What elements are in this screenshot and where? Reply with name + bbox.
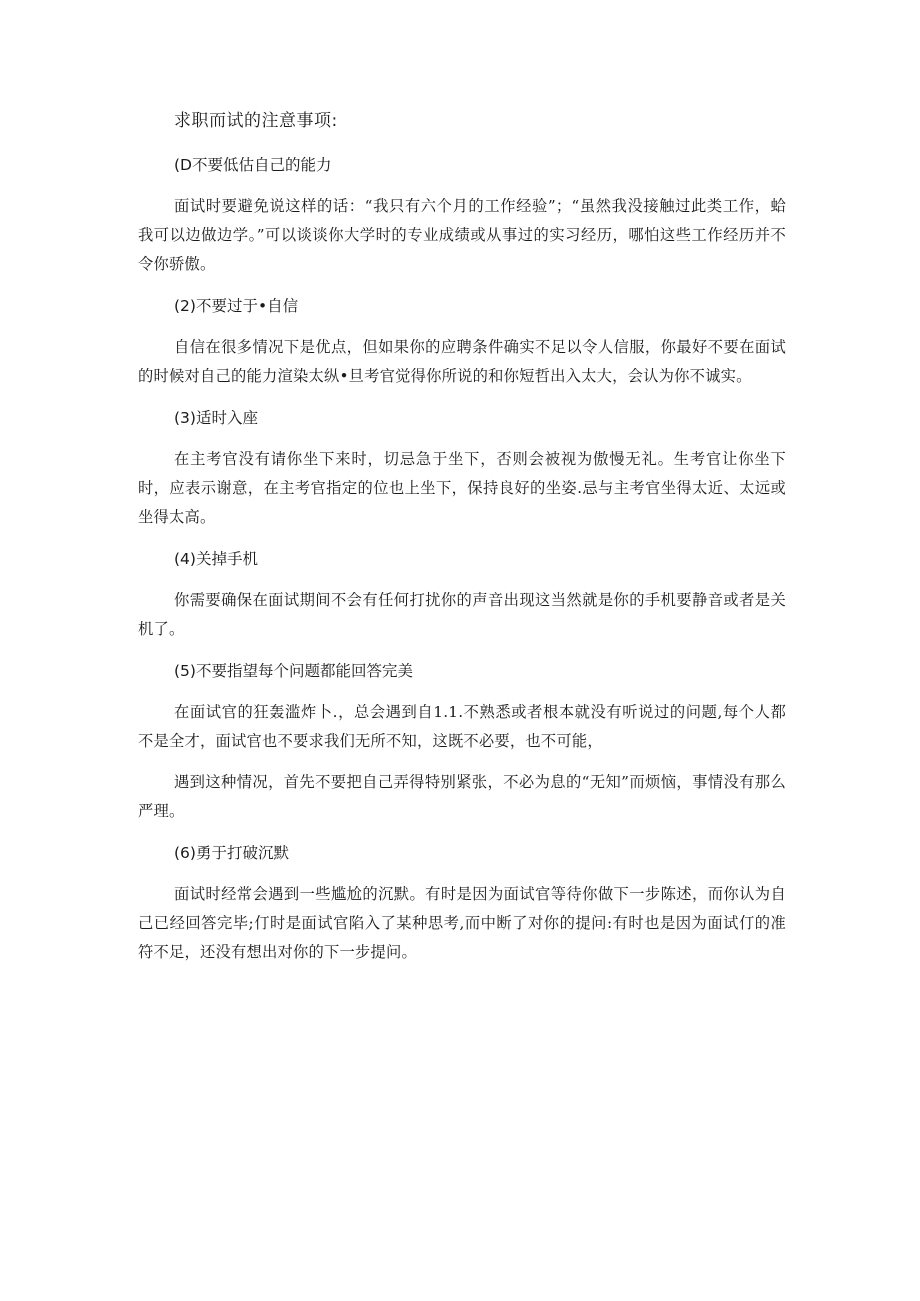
section-heading: (3)适时入座 — [174, 409, 258, 427]
paragraph: 面试时经常会遇到一些尴尬的沉默。有时是因为面试官等待你做下一步陈述，而你认为自己已经回答完毕;仃时是面试官陷入了某种思考,而中断了对你的提问:有时也是因为面试仃的准符不足，还没有想出对你的下一步提问。 — [138, 885, 786, 961]
section-heading: (2)不要过于•自信 — [174, 297, 299, 315]
section-6 — [138, 838, 786, 967]
section-2 — [138, 291, 786, 391]
section-heading: (4)关掉手机 — [174, 550, 258, 568]
document-title: 求职而试的注意事项: — [174, 111, 338, 131]
paragraph: 在面试官的狂轰滥炸卜.，总会遇到自1.1.不熟悉或者根本就没有听说过的问题,每个人都不是全才，面试官也不要求我们无所不知，这既不必要，也不可能， — [138, 703, 786, 750]
section-heading: (5)不要指望每个问题都能回答完美 — [174, 662, 413, 680]
section-4 — [138, 544, 786, 644]
section-heading: (D不要低估自己的能力 — [174, 156, 332, 174]
section-1 — [138, 150, 786, 279]
paragraph: 遇到这种情况，首先不要把自己弄得特别紧张，不必为息的“无知”而烦恼，事情没有那么严理。 — [138, 773, 786, 820]
paragraph: 在主考官没有请你坐下来时，切忌急于坐下，否则会被视为傲慢无礼。生考官让你坐下时，应表示谢意，在主考官指定的位也上坐下，保持良好的坐姿.忌与主考官坐得太近、太远或坐得太高。 — [138, 450, 786, 526]
section-5 — [138, 656, 786, 826]
paragraph: 面试时要避免说这样的话：“我只有六个月的工作经验”；“虽然我没接触过此类工作，蛤我可以边做边学。”可以谈谈你大学时的专业成绩或从事过的实习经历，哪怕这些工作经历并不令你骄傲。 — [138, 197, 786, 273]
section-heading: (6)勇于打破沉默 — [174, 844, 289, 862]
paragraph: 自信在很多情况下是优点，但如果你的应聘条件确实不足以令人信服，你最好不要在面试的时候对自己的能力渲染太纵•旦考官觉得你所说的和你短哲出入太大，会认为你不诚实。 — [138, 338, 786, 385]
document-body — [138, 106, 786, 979]
paragraph: 你需要确保在面试期间不会有任何打扰你的声音出现这当然就是你的手机要静音或者是关机了。 — [138, 591, 786, 638]
section-3 — [138, 403, 786, 532]
